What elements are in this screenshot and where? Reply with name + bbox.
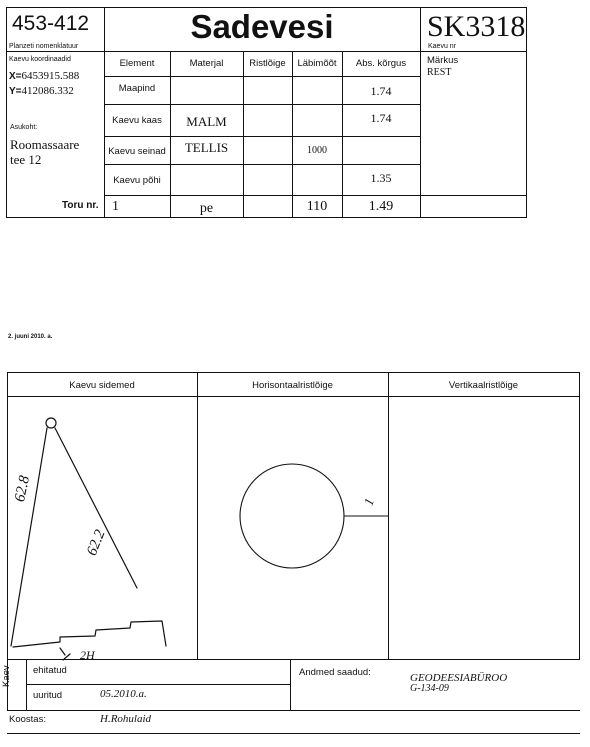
sketch-bottom-dimension: 2H	[80, 648, 95, 662]
col-header-diameter: Läbimõõt	[297, 57, 337, 69]
nomenclature-label: Planzeti nomenklatuur	[9, 43, 79, 50]
surveyed-value: 05.2010.a.	[100, 688, 147, 700]
table-row-height: 1.74	[370, 83, 392, 98]
table-row-element: Kaevu seinad	[108, 145, 166, 157]
col-header-material: Materjal	[189, 57, 224, 69]
col-header-cross-section: Ristlõige	[249, 57, 286, 69]
address-line1: Roomassaare	[10, 137, 80, 152]
coord-x	[9, 70, 79, 82]
built-label: ehitatud	[33, 665, 67, 676]
table-row-material: MALM	[186, 114, 227, 129]
pipe-material: pe	[199, 201, 214, 216]
data-source-value: GEODEESIABÜROO	[410, 672, 508, 684]
address-line2: tee 12	[10, 152, 42, 167]
table-row-element: Kaevu kaas	[112, 114, 162, 126]
section-title-horizontal: Horisontaalristlõige	[252, 379, 333, 391]
pipe-height: 1.49	[368, 199, 394, 214]
pipe-nr: 1	[112, 199, 119, 214]
notes-value: REST	[427, 67, 452, 78]
sketch-left-dimension: 62.8	[12, 474, 34, 504]
col-header-abs-height: Abs. kõrgus	[355, 57, 407, 69]
table-row-height: 1.35	[370, 170, 392, 185]
footer-side-label: Kaev	[1, 665, 12, 687]
coord-y	[9, 85, 74, 97]
table-row-height: 1.74	[370, 110, 392, 125]
section-title-vertical: Vertikaalristlõige	[448, 379, 519, 391]
pipe-diameter: 110	[306, 199, 328, 214]
table-row-element: Maapind	[118, 82, 156, 94]
surveyed-label: uuritud	[33, 690, 63, 701]
compiled-value: H.Rohulaid	[100, 713, 152, 725]
coord-x-value: 6453915.588	[21, 70, 80, 82]
coords-label: Kaevu koordinaadid	[9, 56, 71, 63]
data-source-label: Andmed saadud:	[299, 667, 371, 678]
coord-x-prefix: X=	[9, 71, 22, 82]
data-source-code: G-134-09	[410, 683, 449, 694]
compiled-label: Koostas:	[9, 714, 46, 725]
well-id-label: Kaevu nr	[428, 43, 457, 50]
table-row-element: Kaevu põhi	[113, 174, 161, 186]
coord-y-value: 412086.332	[21, 85, 74, 97]
document-date: 2. juuni 2010. a.	[8, 334, 53, 340]
section-title-links: Kaevu sidemed	[69, 379, 135, 391]
address-label: Asukoht:	[10, 124, 38, 131]
pipe-label: Toru nr.	[62, 200, 99, 211]
sketch-pipe-number: 1	[360, 496, 377, 508]
coord-y-prefix: Y=	[9, 86, 22, 97]
horizontal-section-circle	[240, 464, 344, 568]
well-marker-icon	[46, 418, 56, 428]
page-title: Sadevesi	[190, 8, 334, 45]
sketch-right-dimension: 62.2	[84, 527, 109, 558]
table-row-material: TELLIS	[184, 140, 229, 155]
well-id: SK3318	[427, 10, 526, 43]
col-header-element: Element	[119, 57, 155, 69]
table-row-diameter: 1000	[307, 144, 327, 156]
nomenclature: 453-412	[12, 12, 90, 35]
col-header-notes: Märkus	[427, 55, 459, 66]
